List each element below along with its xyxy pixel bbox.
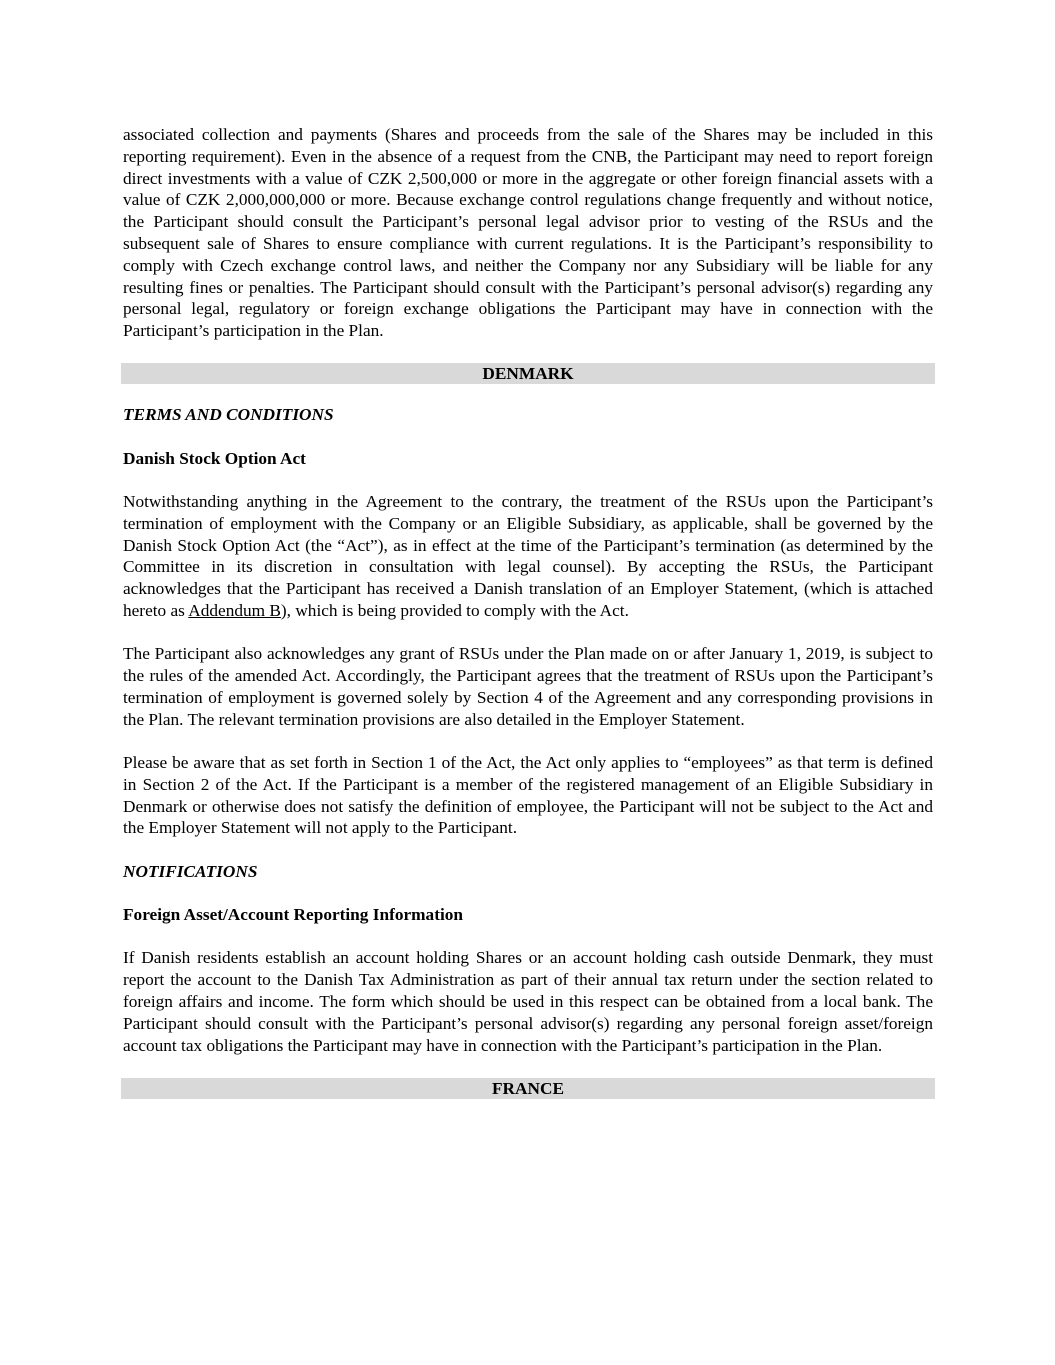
- paragraph-text-after-link: ), which is being provided to comply with the Act.: [280, 601, 629, 621]
- country-header-denmark: DENMARK: [121, 363, 935, 384]
- foreign-asset-reporting-paragraph: If Danish residents establish an account holding Shares or an account holding cash outside Denmark, they must report the account to the Danish Tax Administration as part of their annual tax return under the section related to foreign affairs and income. The form which should be used in this respect can be obtained from a local bank. The Participant should consult with the Participant’s personal advisor(s) regarding any personal foreign asset/foreign account tax obligations the Participant may have in connection with the Participant’s participation in the Plan.: [123, 948, 933, 1055]
- foreign-asset-reporting-heading: Foreign Asset/Account Reporting Information: [123, 905, 464, 925]
- country-header-france: FRANCE: [121, 1078, 935, 1099]
- stock-option-act-paragraph: [123, 491, 933, 622]
- danish-stock-option-act-heading: Danish Stock Option Act: [123, 448, 306, 468]
- notifications-heading: NOTIFICATIONS: [123, 861, 258, 881]
- intro-paragraph: associated collection and payments (Shares and proceeds from the sale of the Shares may be included in this reporting requirement). Even in the absence of a request from the CNB, the Participant may need to report foreign direct investments with a value of CZK 2,500,000 or more in the aggregate or other foreign financial assets with a value of CZK 2,000,000,000 or more. Because exchange control regulations change frequently and without notice, the Participant should consult the Participant’s personal legal advisor prior to vesting of the RSUs and the subsequent sale of Shares to ensure compliance with current regulations. It is the Participant’s responsibility to comply with Czech exchange control laws, and neither the Company nor any Subsidiary will be liable for any resulting fines or penalties. The Participant should consult with the Participant’s personal advisor(s) regarding any personal legal, regulatory or foreign exchange obligations the Participant may have in connection with the Participant’s participation in the Plan.: [123, 125, 933, 341]
- addendum-b-link[interactable]: Addendum B: [188, 601, 281, 621]
- employees-definition-paragraph: Please be aware that as set forth in Section 1 of the Act, the Act only applies to “employees” as that term is defined in Section 2 of the Act. If the Participant is a member of the registered management of an Eligible Subsidiary in Denmark or otherwise does not satisfy the definition of employee, the Participant will not be subject to the Act and the Employer Statement will not apply to the Participant.: [123, 753, 933, 838]
- document-body: [123, 124, 933, 1099]
- amended-act-paragraph: The Participant also acknowledges any grant of RSUs under the Plan made on or after January 1, 2019, is subject to the rules of the amended Act. Accordingly, the Participant agrees that the treatment of RSUs upon the Participant’s termination of employment is governed solely by Section 4 of the Agreement and any corresponding provisions in the Plan. The relevant termination provisions are also detailed in the Employer Statement.: [123, 644, 933, 729]
- paragraph-text-before-link: Notwithstanding anything in the Agreement to the contrary, the treatment of the RSUs upon the Participant’s termination of employment with the Company or an Eligible Subsidiary, as applicable, shall be governed by the Danish Stock Option Act (the “Act”), as in effect at the time of the Participant’s termination (as determined by the Committee in its discretion in consultation with legal counsel). By accepting the RSUs, the Participant acknowledges that the Participant has received a Danish translation of an Employer Statement, (which is attached hereto as: [123, 492, 933, 621]
- terms-and-conditions-heading: TERMS AND CONDITIONS: [123, 405, 334, 425]
